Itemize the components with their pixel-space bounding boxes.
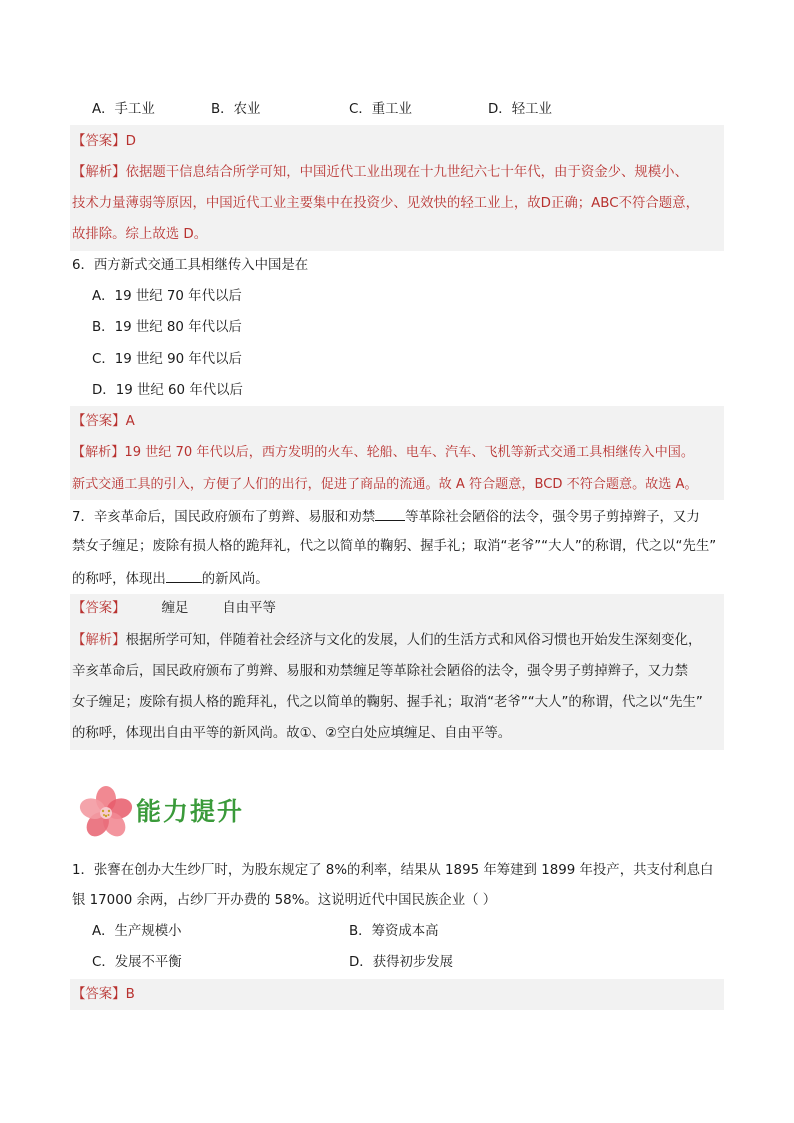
section-title: 能力提升 [136, 797, 245, 826]
q7-analysis-line-2: 辛亥革命后，国民政府颁布了剪辫、易服和劝禁缠足等革除社会陋俗的法令，强令男子剪掉辫子，又力禁 [72, 664, 688, 679]
analysis-tag: 【解析】 [72, 445, 125, 460]
p1-stem-line-1: 1．张謇在创办大生纱厂时，为股东规定了 8%的利率，结果从 1895 年筹建到 1899 年投产，共支付利息白 [72, 863, 714, 878]
q7-stem-line-1 [72, 507, 724, 527]
q6-option-b: B．19 世纪 80 年代以后 [92, 320, 242, 335]
plum-blossom-icon [78, 784, 134, 840]
answer-tag: 【答案】 [72, 414, 126, 429]
answer-value: D [125, 134, 136, 149]
q7-stem-part: 的称呼，体现出 [72, 572, 166, 587]
answer-tag: 【答案】 [72, 987, 126, 1002]
answer-tag: 【答案】 [72, 601, 126, 616]
answer-blank-1: 缠足 [161, 601, 189, 616]
q5-analysis-line-3: 故排除。综上故选 D。 [72, 227, 208, 242]
q7-stem-part: 等革除社会陋俗的法令，强令男子剪掉辫子，又力 [405, 510, 700, 525]
p1-option-d: D．获得初步发展 [349, 955, 454, 970]
p1-option-b: B．筹资成本高 [349, 924, 439, 939]
q5-option-b: B．农业 [211, 102, 261, 117]
q6-stem: 6．西方新式交通工具相继传入中国是在 [72, 258, 309, 273]
q5-option-d: D．轻工业 [488, 102, 552, 117]
p1-option-c: C．发展不平衡 [92, 955, 182, 970]
q6-option-a: A．19 世纪 70 年代以后 [92, 289, 242, 304]
q5-option-a: A．手工业 [92, 102, 155, 117]
q7-stem-part: 7．辛亥革命后，国民政府颁布了剪辫、易服和劝禁 [72, 510, 376, 525]
q5-analysis-line-2: 技术力量薄弱等原因，中国近代工业主要集中在投资少、见效快的轻工业上，故D正确；ABC不符合题意， [72, 196, 699, 211]
p1-answer [72, 986, 724, 1004]
q7-analysis-line-4: 的称呼，体现出自由平等的新风尚。故①、②空白处应填缠足、自由平等。 [72, 726, 512, 741]
analysis-text: 19 世纪 70 年代以后，西方发明的火车、轮船、电车、汽车、飞机等新式交通工具相继传入中国。 [124, 445, 694, 460]
q5-option-c: C．重工业 [349, 102, 412, 117]
analysis-tag: 【解析】 [72, 633, 126, 648]
q6-analysis-line-2: 新式交通工具的引入，方便了人们的出行，促进了商品的流通。故 A 符合题意，BCD 不符合题意。故选 A。 [72, 477, 698, 492]
q7-stem-line-2: 禁女子缠足；废除有损人格的跪拜礼，代之以简单的鞠躬、握手礼；取消“老爷”“大人”的称谓，代之以“先生” [72, 539, 717, 554]
answer-value: B [125, 987, 135, 1002]
q6-answer [72, 413, 724, 431]
answer-blank-2: 自由平等 [222, 601, 276, 616]
q6-option-c: C．19 世纪 90 年代以后 [92, 352, 242, 367]
q7-answer [72, 600, 724, 618]
p1-stem-line-2: 银 17000 余两，占纱厂开办费的 58%。这说明近代中国民族企业（ ） [72, 893, 497, 908]
analysis-text: 依据题干信息结合所学可知，中国近代工业出现在十九世纪六七十年代，由于资金少、规模小、 [125, 165, 688, 180]
q5-answer [72, 133, 724, 151]
q5-analysis-line-1 [72, 164, 724, 182]
q7-analysis-line-1 [72, 632, 724, 650]
analysis-tag: 【解析】 [72, 165, 126, 180]
q6-analysis-line-1 [72, 444, 724, 462]
fill-blank-1 [375, 507, 405, 521]
q6-option-d: D．19 世纪 60 年代以后 [92, 383, 243, 398]
q7-analysis-line-3: 女子缠足；废除有损人格的跪拜礼，代之以简单的鞠躬、握手礼；取消“老爷”“大人”的称谓，代之以“先生” [72, 695, 703, 710]
answer-tag: 【答案】 [72, 134, 126, 149]
q7-stem-line-3 [72, 569, 724, 589]
answer-value: A [125, 414, 135, 429]
q7-stem-part: 的新风尚。 [201, 572, 269, 587]
analysis-text: 根据所学可知，伴随着社会经济与文化的发展，人们的生活方式和风俗习惯也开始发生深刻变化， [125, 633, 702, 648]
fill-blank-2 [166, 569, 202, 583]
p1-option-a: A．生产规模小 [92, 924, 182, 939]
